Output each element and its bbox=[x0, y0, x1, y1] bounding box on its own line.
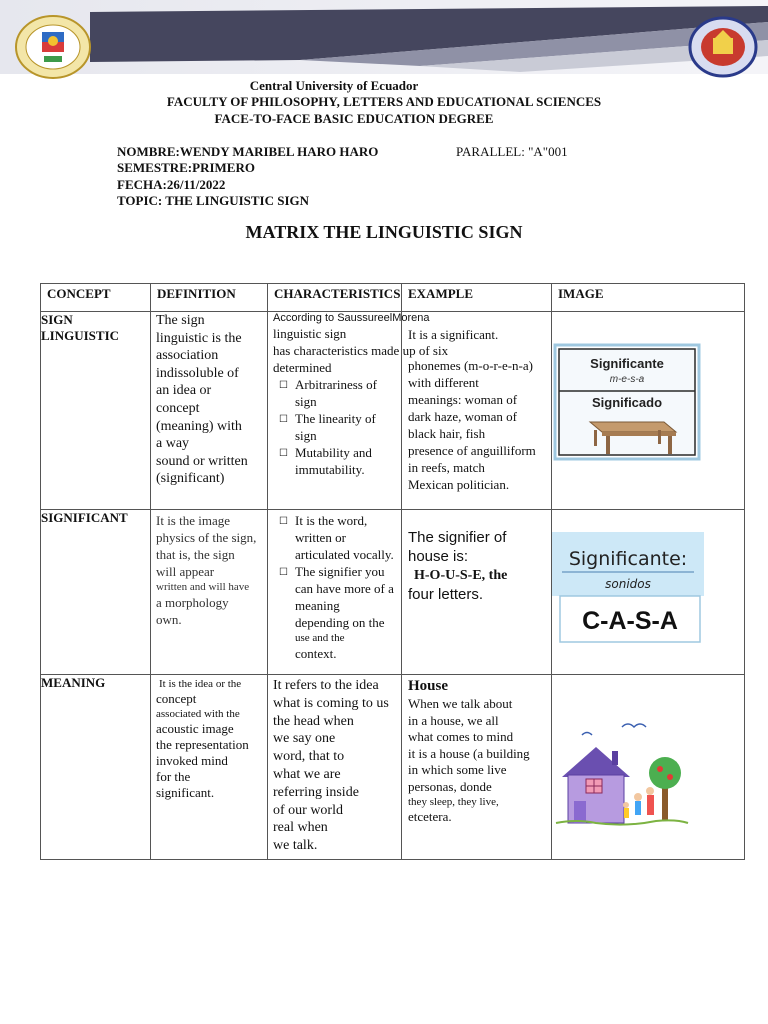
characteristics-line: context. bbox=[295, 646, 337, 661]
example-line: personas, donde bbox=[408, 778, 492, 794]
definition-line: sound or written bbox=[156, 453, 248, 469]
concept-cell bbox=[41, 312, 151, 510]
characteristics-cell bbox=[268, 510, 402, 675]
definition-line: association bbox=[156, 348, 219, 364]
definition-line: linguistic is the bbox=[156, 330, 242, 346]
definition-line: the representation bbox=[156, 737, 249, 752]
characteristics-line: the head when bbox=[273, 713, 354, 729]
example-line: in which some live bbox=[408, 762, 507, 777]
example-line: phonemes (m-o-r-e-n-a) bbox=[408, 358, 533, 373]
example-cell bbox=[402, 510, 552, 675]
characteristics-line: we talk. bbox=[273, 838, 318, 854]
definition-line: own. bbox=[156, 612, 182, 627]
faculty-name: FACULTY OF PHILOSOPHY, LETTERS AND EDUCATIONAL SCIENCES bbox=[166, 94, 602, 109]
definition-line: concept bbox=[156, 400, 200, 416]
column-header: DEFINITION bbox=[151, 284, 268, 312]
example-line: meanings: woman of bbox=[408, 392, 518, 407]
definition-line: that is, the sign bbox=[156, 547, 235, 562]
bullet-item: ☐ Mutability and immutability. bbox=[279, 445, 372, 477]
definition-line: associated with the bbox=[156, 708, 240, 720]
example-cell bbox=[402, 675, 552, 860]
example-line: presence of anguilliform bbox=[408, 443, 536, 458]
header-banner bbox=[0, 0, 768, 80]
concept-cell bbox=[41, 675, 151, 860]
definition-cell bbox=[151, 312, 268, 510]
definition-line: significant. bbox=[156, 785, 215, 800]
example-cell bbox=[402, 312, 552, 510]
characteristics-line: It refers to the idea bbox=[273, 678, 379, 693]
image-cell bbox=[552, 312, 745, 510]
column-header: CONCEPT bbox=[41, 284, 151, 312]
significante-label: Significante bbox=[590, 356, 664, 371]
definition-line: will appear bbox=[156, 564, 215, 579]
characteristics-line: we say one bbox=[273, 731, 336, 747]
matrix-table bbox=[40, 283, 745, 860]
semester-label: SEMESTRE:PRIMERO bbox=[117, 160, 255, 175]
family-icon bbox=[623, 787, 654, 818]
definition-line: It is the image bbox=[156, 513, 231, 528]
sonidos-label: sonidos bbox=[605, 577, 651, 591]
definition-line: The sign bbox=[156, 313, 205, 328]
definition-line: written and will have bbox=[156, 581, 250, 593]
characteristics-intro: According to SaussureelMorena bbox=[273, 312, 430, 324]
degree-name: FACE-TO-FACE BASIC EDUCATION DEGREE bbox=[214, 111, 494, 126]
mesa-table-illustration bbox=[552, 342, 702, 462]
definition-line: invoked mind bbox=[156, 753, 228, 768]
characteristics-line: referring inside bbox=[273, 784, 359, 800]
concept-label: SIGNIFICANT bbox=[41, 510, 128, 525]
bullet-item: ☐ It is the word, written or articulated vocally. bbox=[279, 513, 394, 562]
bullet-item: ☐ Arbitrariness of sign bbox=[279, 377, 377, 409]
characteristics-line: determined bbox=[273, 360, 332, 375]
concept-cell bbox=[41, 510, 151, 675]
example-line: The signifier of bbox=[408, 529, 507, 546]
casa-word: C-A-S-A bbox=[582, 607, 678, 635]
characteristics-line: what is coming to us bbox=[273, 695, 389, 711]
definition-cell bbox=[151, 675, 268, 860]
house-family-illustration bbox=[552, 715, 692, 835]
example-line: dark haze, woman of bbox=[408, 409, 518, 424]
example-line: etcetera. bbox=[408, 809, 452, 824]
document-title: MATRIX THE LINGUISTIC SIGN bbox=[245, 222, 523, 242]
topic-label: TOPIC: THE LINGUISTIC SIGN bbox=[117, 193, 310, 208]
university-seal-logo bbox=[14, 14, 92, 80]
column-header: IMAGE bbox=[552, 284, 745, 312]
example-line: H-O-U-S-E, the bbox=[414, 568, 508, 583]
example-line: four letters. bbox=[408, 586, 484, 603]
example-line: they sleep, they live, bbox=[408, 796, 499, 808]
definition-cell bbox=[151, 510, 268, 675]
characteristics-line: of our world bbox=[273, 802, 343, 818]
table-row bbox=[41, 510, 745, 675]
mesa-word: m-e-s-a bbox=[609, 374, 645, 385]
casa-significante-illustration bbox=[552, 532, 704, 644]
example-line: in reefs, match bbox=[408, 460, 485, 475]
bullet-item: ☐ The linearity of sign bbox=[279, 411, 376, 443]
parallel-label: PARALLEL: "A"001 bbox=[456, 144, 568, 159]
example-line: in a house, we all bbox=[408, 712, 499, 728]
example-title: House bbox=[408, 678, 449, 694]
definition-line: concept bbox=[156, 691, 197, 706]
table-row bbox=[41, 312, 745, 510]
definition-line: It is the idea or the bbox=[159, 678, 242, 690]
definition-line: an idea or bbox=[156, 383, 212, 399]
house-icon bbox=[562, 747, 630, 823]
example-line: it is a house (a building bbox=[408, 745, 530, 761]
university-name: Central University of Ecuador bbox=[249, 78, 419, 93]
concept-label: SIGN LINGUISTIC bbox=[41, 312, 120, 343]
student-name: NOMBRE:WENDY MARIBEL HARO HARO bbox=[117, 144, 379, 159]
significante-title: Significante: bbox=[568, 548, 688, 570]
example-line: When we talk about bbox=[408, 696, 513, 711]
column-header: CHARACTERISTICS bbox=[268, 284, 402, 312]
definition-line: (meaning) with bbox=[156, 418, 242, 434]
definition-line: a way bbox=[156, 436, 190, 452]
date-label: FECHA:26/11/2022 bbox=[117, 177, 226, 192]
table-header-row bbox=[41, 284, 745, 312]
example-line: black hair, fish bbox=[408, 426, 486, 441]
example-line: what comes to mind bbox=[408, 729, 514, 744]
characteristics-line: linguistic sign bbox=[273, 326, 347, 341]
definition-line: acoustic image bbox=[156, 721, 234, 736]
characteristics-line: has characteristics made up of six bbox=[273, 343, 449, 358]
definition-line: physics of the sign, bbox=[156, 530, 257, 545]
column-header: EXAMPLE bbox=[402, 284, 552, 312]
characteristics-cell bbox=[268, 675, 402, 860]
characteristics-line: real when bbox=[273, 820, 328, 836]
definition-line: a morphology bbox=[156, 595, 229, 610]
characteristics-line: use and the bbox=[295, 632, 345, 644]
table-row bbox=[41, 675, 745, 860]
concept-label: MEANING bbox=[41, 675, 106, 690]
example-line: with different bbox=[408, 375, 479, 390]
significado-label: Significado bbox=[591, 395, 663, 410]
image-cell bbox=[552, 675, 745, 860]
characteristics-line: what we are bbox=[273, 766, 341, 782]
example-line: It is a significant. bbox=[408, 327, 499, 342]
bullet-item: ☐ The signifier you can have more of a meaning depending on the bbox=[279, 564, 394, 630]
characteristics-line: word, that to bbox=[273, 749, 345, 765]
example-line: house is: bbox=[408, 548, 469, 565]
faculty-seal-logo bbox=[688, 16, 758, 78]
image-cell bbox=[552, 510, 745, 675]
definition-line: for the bbox=[156, 769, 191, 784]
example-line: Mexican politician. bbox=[408, 477, 510, 492]
definition-line: (significant) bbox=[156, 471, 225, 487]
definition-line: indissoluble of bbox=[156, 365, 239, 381]
